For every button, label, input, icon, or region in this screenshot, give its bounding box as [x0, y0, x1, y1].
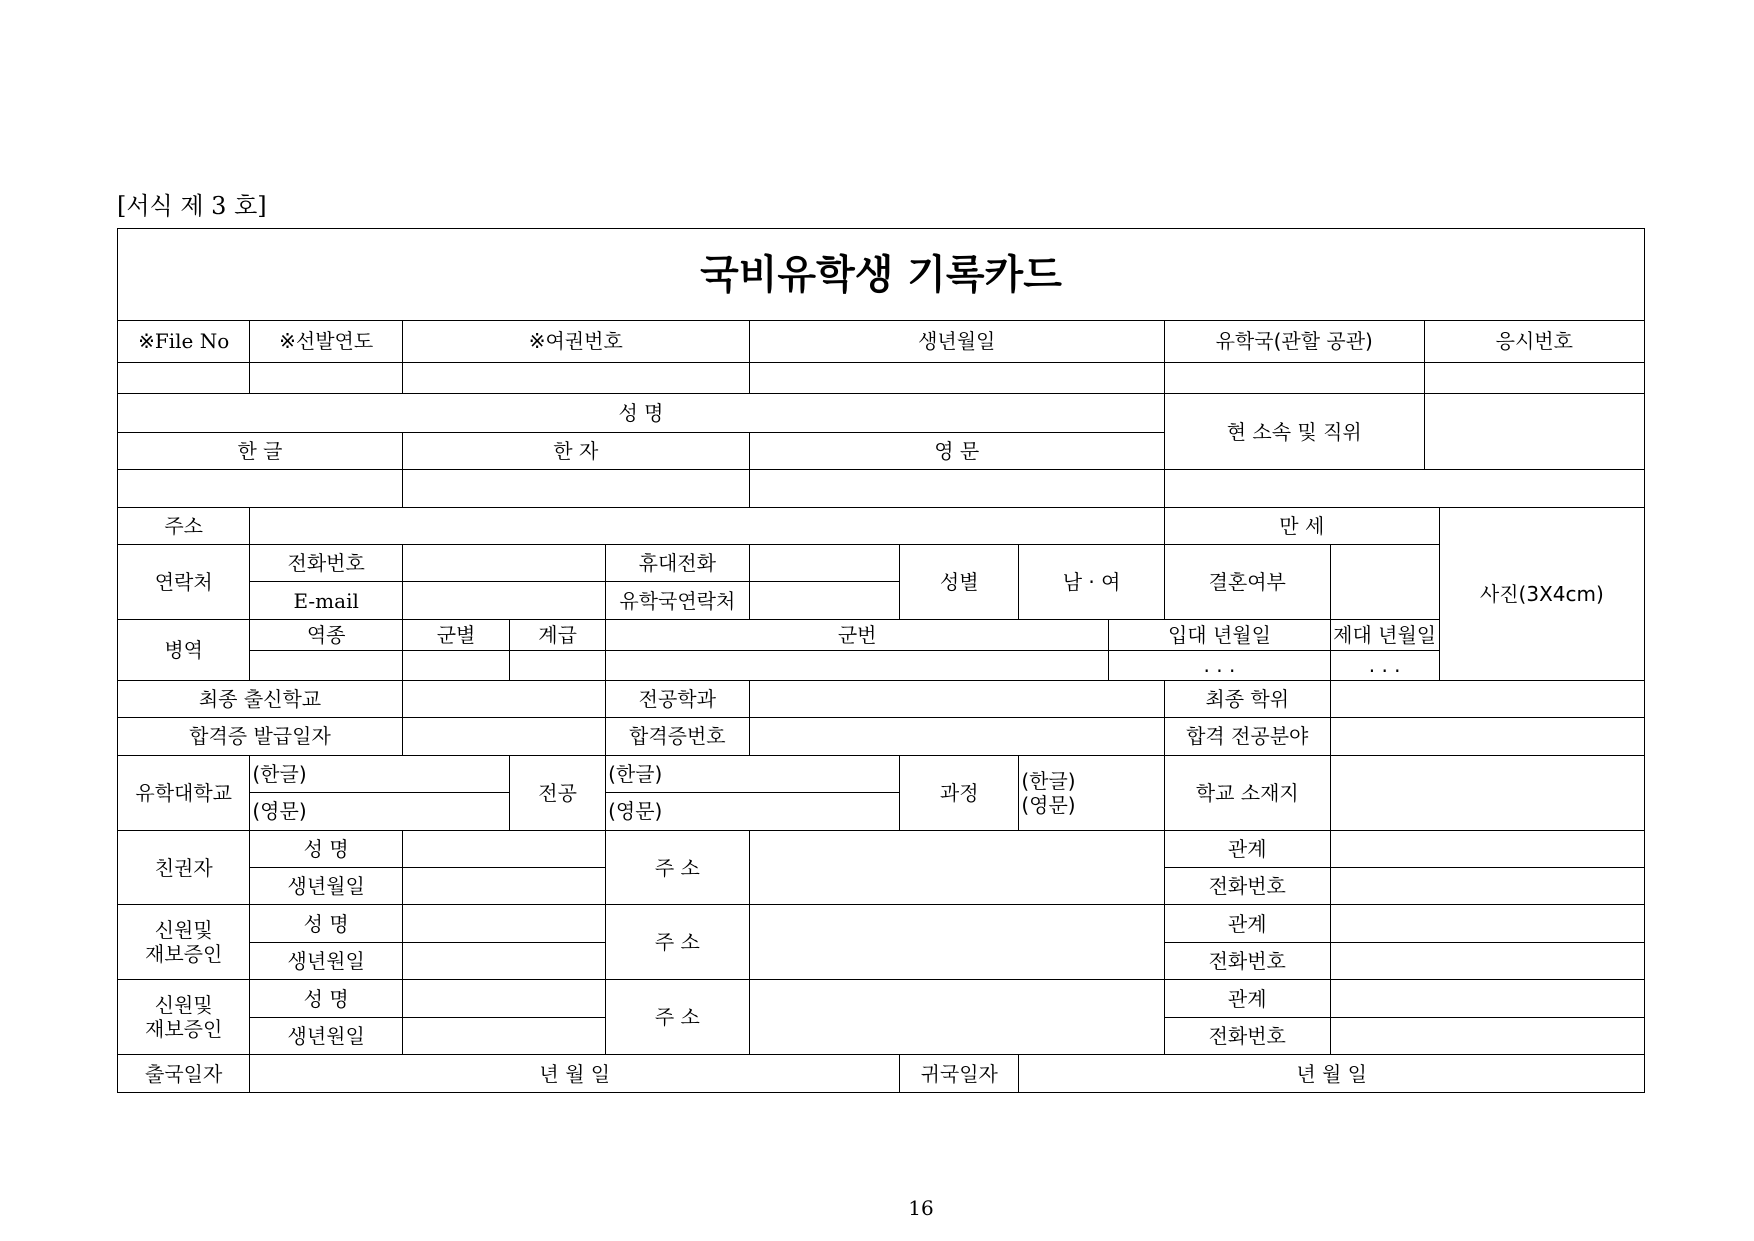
last-degree-label: 최종 학위 — [1164, 680, 1330, 717]
military-branch-field[interactable] — [402, 651, 509, 680]
relative-label: 친권자 — [118, 830, 250, 905]
guarantor1-address-field[interactable] — [749, 905, 1164, 980]
current-position-label: 현 소속 및 직위 — [1164, 394, 1424, 470]
page-number: 16 — [908, 1196, 934, 1220]
exam-no-label: 응시번호 — [1424, 321, 1644, 363]
last-school-field[interactable] — [402, 680, 605, 717]
return-label: 귀국일자 — [900, 1055, 1019, 1093]
military-type-label: 역종 — [250, 619, 403, 650]
relative-name-label: 성 명 — [250, 830, 403, 867]
enlist-date-field[interactable]: . . . — [1109, 651, 1330, 680]
cert-no-field[interactable] — [749, 718, 1164, 755]
university-korean-field[interactable]: (한글) — [250, 755, 510, 792]
name-hanja-field[interactable] — [402, 470, 749, 507]
last-school-label: 최종 출신학교 — [118, 680, 403, 717]
contact-label: 연락처 — [118, 544, 250, 619]
birth-date-label: 생년월일 — [749, 321, 1164, 363]
university-english-field[interactable]: (영문) — [250, 793, 510, 830]
enlist-date-label: 입대 년월일 — [1109, 619, 1330, 650]
gender-options[interactable]: 남 · 여 — [1019, 544, 1165, 619]
service-no-label: 군번 — [606, 619, 1109, 650]
guarantor1-address-label: 주 소 — [606, 905, 749, 980]
age-label: 만 세 — [1164, 507, 1439, 544]
file-no-field[interactable] — [118, 362, 250, 393]
guarantor2-name-label: 성 명 — [250, 980, 403, 1017]
service-no-field[interactable] — [606, 651, 1109, 680]
major-dept-field[interactable] — [749, 680, 1164, 717]
course-field[interactable] — [1019, 755, 1165, 830]
guarantor2-phone-field[interactable] — [1330, 1017, 1644, 1054]
university-label: 유학대학교 — [118, 755, 250, 830]
card-title: 국비유학생 기록카드 — [118, 229, 1645, 321]
guarantor2-relation-field[interactable] — [1330, 980, 1644, 1017]
guarantor1-relation-label: 관계 — [1164, 905, 1330, 942]
marital-field[interactable] — [1330, 544, 1439, 619]
relative-relation-field[interactable] — [1330, 830, 1644, 867]
military-type-field[interactable] — [250, 651, 403, 680]
selection-year-field[interactable] — [250, 362, 403, 393]
guarantor1-phone-label: 전화번호 — [1164, 942, 1330, 979]
major-dept-label: 전공학과 — [606, 680, 749, 717]
cert-field-label: 합격 전공분야 — [1164, 718, 1330, 755]
phone-field[interactable] — [402, 544, 605, 581]
name-korean-label: 한 글 — [118, 432, 403, 469]
guarantor1-label-line1: 신원및 — [154, 918, 213, 943]
military-rank-field[interactable] — [510, 651, 606, 680]
school-location-field[interactable] — [1330, 755, 1644, 830]
relative-address-label: 주 소 — [606, 830, 749, 905]
last-degree-field[interactable] — [1330, 680, 1644, 717]
cert-field-field[interactable] — [1330, 718, 1644, 755]
guarantor2-address-field[interactable] — [749, 980, 1164, 1055]
guarantor2-label-line2: 재보증인 — [145, 1017, 223, 1042]
gender-label: 성별 — [900, 544, 1019, 619]
photo-box: 사진(3X4cm) — [1439, 507, 1644, 680]
relative-phone-label: 전화번호 — [1164, 868, 1330, 905]
record-card-table — [117, 228, 1645, 1093]
guarantor1-phone-field[interactable] — [1330, 942, 1644, 979]
guarantor2-birth-field[interactable] — [402, 1017, 605, 1054]
address-label: 주소 — [118, 507, 250, 544]
mobile-label: 휴대전화 — [606, 544, 749, 581]
military-rank-label: 계급 — [510, 619, 606, 650]
major-korean-field[interactable]: (한글) — [606, 755, 900, 792]
abroad-contact-label: 유학국연락처 — [606, 582, 749, 619]
current-position-field[interactable] — [1424, 394, 1644, 470]
guarantor1-birth-label: 생년원일 — [250, 942, 403, 979]
cert-issue-date-label: 합격증 발급일자 — [118, 718, 403, 755]
passport-no-field[interactable] — [402, 362, 749, 393]
guarantor1-label-line2: 재보증인 — [145, 942, 223, 967]
passport-no-label: ※여권번호 — [402, 321, 749, 363]
guarantor2-label — [118, 980, 250, 1055]
relative-birth-label: 생년월일 — [250, 868, 403, 905]
military-branch-label: 군별 — [402, 619, 509, 650]
name-korean-field[interactable] — [118, 470, 403, 507]
study-country-label: 유학국(관할 공관) — [1164, 321, 1424, 363]
relative-relation-label: 관계 — [1164, 830, 1330, 867]
name-label: 성 명 — [118, 394, 1165, 432]
marital-label: 결혼여부 — [1164, 544, 1330, 619]
relative-phone-field[interactable] — [1330, 868, 1644, 905]
major-english-field[interactable]: (영문) — [606, 793, 900, 830]
guarantor2-label-line1: 신원및 — [154, 993, 213, 1018]
military-label: 병역 — [118, 619, 250, 680]
file-no-label: ※File No — [118, 321, 250, 363]
guarantor2-relation-label: 관계 — [1164, 980, 1330, 1017]
mobile-field[interactable] — [749, 544, 900, 581]
departure-date-field[interactable]: 년 월 일 — [250, 1055, 900, 1093]
relative-address-field[interactable] — [749, 830, 1164, 905]
university-major-label: 전공 — [510, 755, 606, 830]
cert-no-label: 합격증번호 — [606, 718, 749, 755]
name-english-label: 영 문 — [749, 432, 1164, 469]
email-field[interactable] — [402, 582, 605, 619]
name-hanja-label: 한 자 — [402, 432, 749, 469]
course-label: 과정 — [900, 755, 1019, 830]
guarantor1-name-field[interactable] — [402, 905, 605, 942]
selection-year-label: ※선발연도 — [250, 321, 403, 363]
cert-issue-date-field[interactable] — [402, 718, 605, 755]
exam-no-field[interactable] — [1424, 362, 1644, 393]
name-english-field[interactable] — [749, 470, 1164, 507]
position-detail-field[interactable] — [1164, 470, 1644, 507]
course-english-hint: (영문) — [1021, 792, 1076, 817]
abroad-contact-field[interactable] — [749, 582, 900, 619]
study-country-field[interactable] — [1164, 362, 1424, 393]
relative-name-field[interactable] — [402, 830, 605, 867]
guarantor2-birth-label: 생년원일 — [250, 1017, 403, 1054]
address-field[interactable] — [250, 507, 1165, 544]
email-label: E-mail — [250, 582, 403, 619]
discharge-date-label: 제대 년월일 — [1330, 619, 1439, 650]
phone-label: 전화번호 — [250, 544, 403, 581]
birth-date-field[interactable] — [749, 362, 1164, 393]
guarantor2-address-label: 주 소 — [606, 980, 749, 1055]
school-location-label: 학교 소재지 — [1164, 755, 1330, 830]
guarantor2-name-field[interactable] — [402, 980, 605, 1017]
guarantor1-birth-field[interactable] — [402, 942, 605, 979]
course-korean-hint: (한글) — [1021, 768, 1076, 793]
guarantor1-name-label: 성 명 — [250, 905, 403, 942]
guarantor2-phone-label: 전화번호 — [1164, 1017, 1330, 1054]
guarantor1-relation-field[interactable] — [1330, 905, 1644, 942]
return-date-field[interactable]: 년 월 일 — [1019, 1055, 1645, 1093]
departure-label: 출국일자 — [118, 1055, 250, 1093]
discharge-date-field[interactable]: . . . — [1330, 651, 1439, 680]
relative-birth-field[interactable] — [402, 868, 605, 905]
form-label: [서식 제 3 호] — [117, 192, 267, 220]
guarantor1-label — [118, 905, 250, 980]
